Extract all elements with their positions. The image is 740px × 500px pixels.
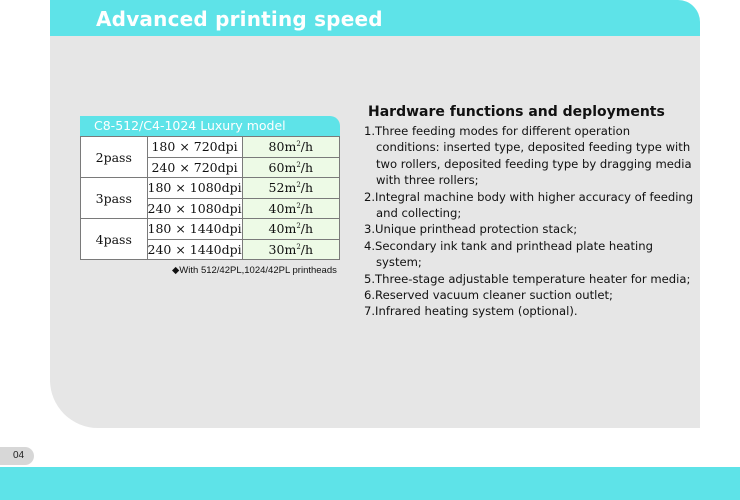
table-row xyxy=(81,178,340,199)
printhead-footnote: ◆With 512/42PL,1024/42PL printheads xyxy=(172,265,337,276)
speed-cell xyxy=(242,137,339,158)
speed-table xyxy=(80,136,340,260)
resolution-cell: 240 × 1080dpi xyxy=(147,198,242,219)
superscript: 2 xyxy=(296,201,301,210)
superscript: 2 xyxy=(296,242,301,251)
speed-value: 60m xyxy=(268,159,297,175)
table-row xyxy=(81,137,340,158)
list-item: 5.Three-stage adjustable temperature heater for media; xyxy=(364,271,691,286)
hardware-heading: Hardware functions and deployments xyxy=(368,104,665,120)
speed-value: 80m xyxy=(268,139,297,155)
resolution-cell: 240 × 720dpi xyxy=(147,157,242,178)
speed-cell xyxy=(242,157,339,178)
speed-value: 30m xyxy=(268,241,297,257)
speed-unit: /h xyxy=(300,221,314,237)
superscript: 2 xyxy=(296,160,301,169)
speed-cell xyxy=(242,219,339,240)
footer-bar xyxy=(0,467,740,500)
speed-value: 52m xyxy=(268,180,297,196)
pass-cell: 4pass xyxy=(81,219,148,260)
speed-cell xyxy=(242,239,339,260)
table-row xyxy=(81,219,340,240)
list-item: 2.Integral machine body with higher accuracy of feeding and collecting; xyxy=(364,189,694,221)
page-number: 04 xyxy=(0,447,34,465)
list-item: 7.Infrared heating system (optional). xyxy=(364,304,578,319)
speed-cell xyxy=(242,178,339,199)
superscript: 2 xyxy=(296,181,301,190)
list-item: 3.Unique printhead protection stack; xyxy=(364,222,578,237)
resolution-cell: 180 × 720dpi xyxy=(147,137,242,158)
speed-unit: /h xyxy=(300,200,314,216)
speed-unit: /h xyxy=(300,180,314,196)
table-caption: C8-512/C4-1024 Luxury model xyxy=(80,116,340,136)
speed-unit: /h xyxy=(300,159,314,175)
resolution-cell: 240 × 1440dpi xyxy=(147,239,242,260)
pass-cell: 2pass xyxy=(81,137,148,178)
speed-value: 40m xyxy=(268,221,297,237)
list-item: 1.Three feeding modes for different operation conditions: inserted type, deposited feeding type with two rollers, deposited feeding type by dragging media with three rollers; xyxy=(364,124,692,188)
page-title: Advanced printing speed xyxy=(96,7,383,31)
hardware-list xyxy=(364,123,694,320)
list-item: 6.Reserved vacuum cleaner suction outlet; xyxy=(364,288,613,303)
superscript: 2 xyxy=(296,140,301,149)
list-item: 4.Secondary ink tank and printhead plate heating system; xyxy=(364,238,653,270)
speed-unit: /h xyxy=(300,139,314,155)
resolution-cell: 180 × 1080dpi xyxy=(147,178,242,199)
superscript: 2 xyxy=(296,222,301,231)
speed-value: 40m xyxy=(268,200,297,216)
speed-unit: /h xyxy=(300,241,314,257)
pass-cell: 3pass xyxy=(81,178,148,219)
speed-cell xyxy=(242,198,339,219)
resolution-cell: 180 × 1440dpi xyxy=(147,219,242,240)
